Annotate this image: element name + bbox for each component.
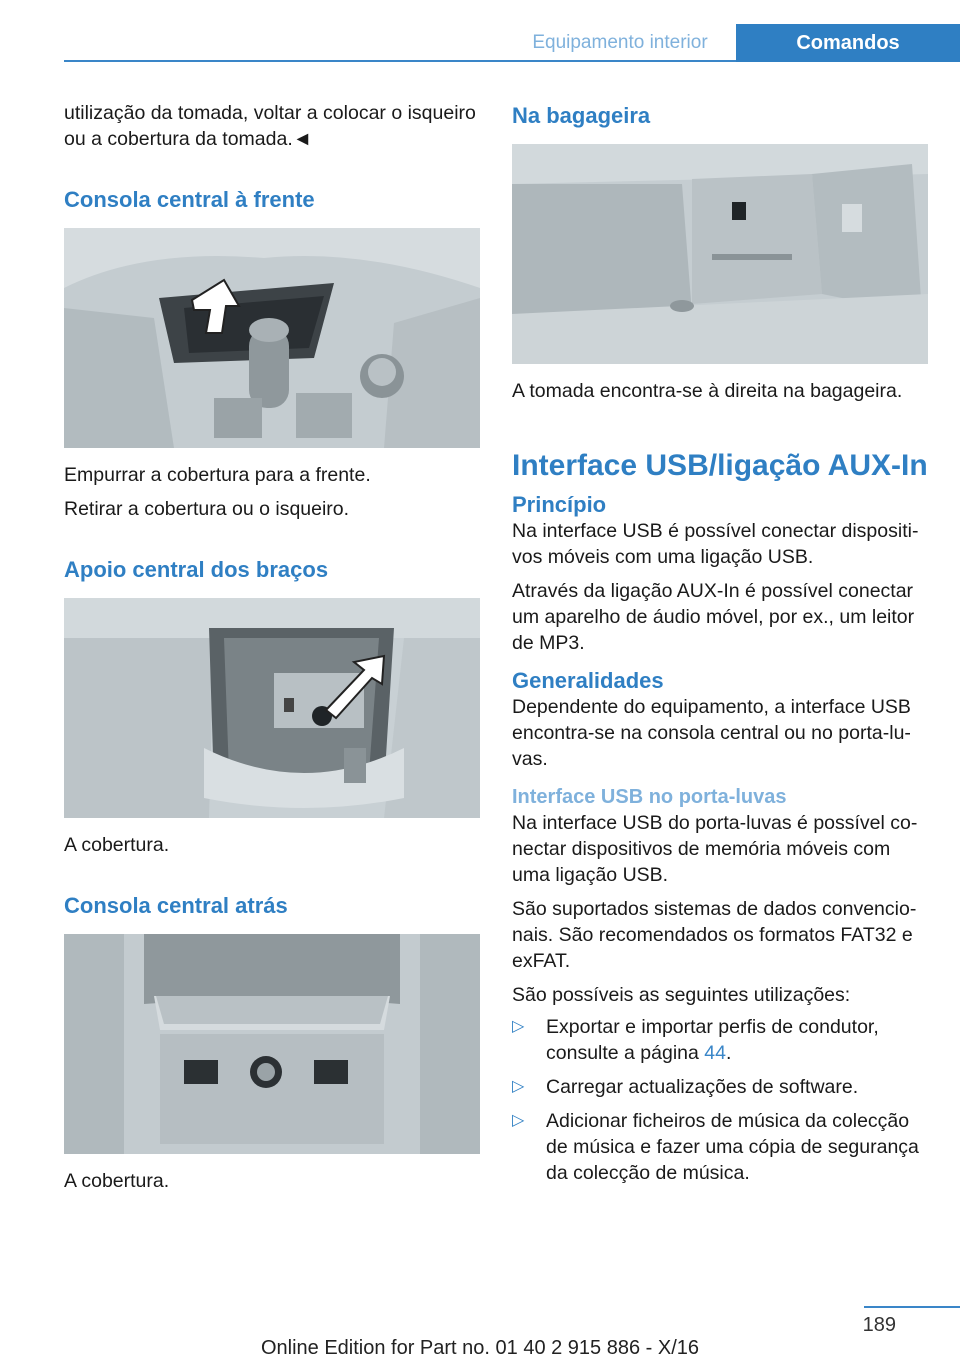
principle-title: Princípio [512,492,607,517]
trunk-title: Na bagageira [512,103,651,128]
front-console-step-2: Retirar a cobertura ou o isqueiro. [64,498,350,520]
front-console-image [64,228,480,448]
glovebox-usb-title: Interface USB no porta-luvas [512,786,787,808]
edition-footer: Online Edition for Part no. 01 40 2 915 886 - X/16 [260,1337,700,1359]
armrest-image [64,598,480,818]
general-text-1: Dependente do equipamento, a interface USB encontra-se na consola central ou no porta-lu-vas. [512,696,911,770]
uses-list [512,1014,930,1186]
trunk-image [512,144,928,364]
bullet-triangle-icon: ▷ [512,1112,525,1129]
bullet-triangle-icon: ▷ [512,1078,525,1095]
page-link[interactable]: 44 [704,1042,726,1064]
section-tab[interactable]: Equipamento interior [532,32,708,53]
chapter-tab[interactable]: Comandos [736,24,960,62]
list-item: ▷ Adicionar ficheiros de música da colecção de música e fazer uma cópia de segurança da colecção de música. [512,1110,919,1184]
footer-rule [864,1306,960,1308]
general-title: Generalidades [512,668,664,693]
bullet-triangle-icon: ▷ [512,1018,525,1035]
principle-text-1: Na interface USB é possível conectar dispositi-vos móveis com uma ligação USB. [512,520,919,568]
armrest-caption: A cobertura. [64,834,170,856]
rear-console-title: Consola central atrás [64,893,288,918]
front-console-title: Consola central à frente [64,187,315,212]
front-console-step-1: Empurrar a cobertura para a frente. [64,464,371,486]
glovebox-text-1: Na interface USB do porta-luvas é possível co-nectar dispositivos de memória móveis com uma ligação USB. [512,812,918,886]
intro-text: utilização da tomada, voltar a colocar o isqueiro ou a cobertura da tomada.◄ [64,102,476,150]
left-column [64,100,480,1194]
page-number: 189 [862,1314,896,1336]
rear-console-image [64,934,480,1154]
armrest-title: Apoio central dos braços [64,557,329,582]
right-column [512,100,930,1186]
principle-text-2: Através da ligação AUX-In é possível conectar um aparelho de áudio móvel, por ex., um leitor de MP3. [512,580,915,654]
rear-console-caption: A cobertura. [64,1170,170,1192]
glovebox-text-2: São suportados sistemas de dados convencio-nais. São recomendados os formatos FAT32 e exFAT. [512,898,917,972]
list-item: ▷ Exportar e importar perfis de condutor, consulte a página 44. [512,1016,879,1064]
usb-aux-title: Interface USB/ligação AUX-In [512,449,928,482]
list-item: ▷ Carregar actualizações de software. [512,1076,859,1098]
trunk-caption: A tomada encontra-se à direita na bagageira. [512,380,903,402]
glovebox-text-3: São possíveis as seguintes utilizações: [512,984,851,1006]
